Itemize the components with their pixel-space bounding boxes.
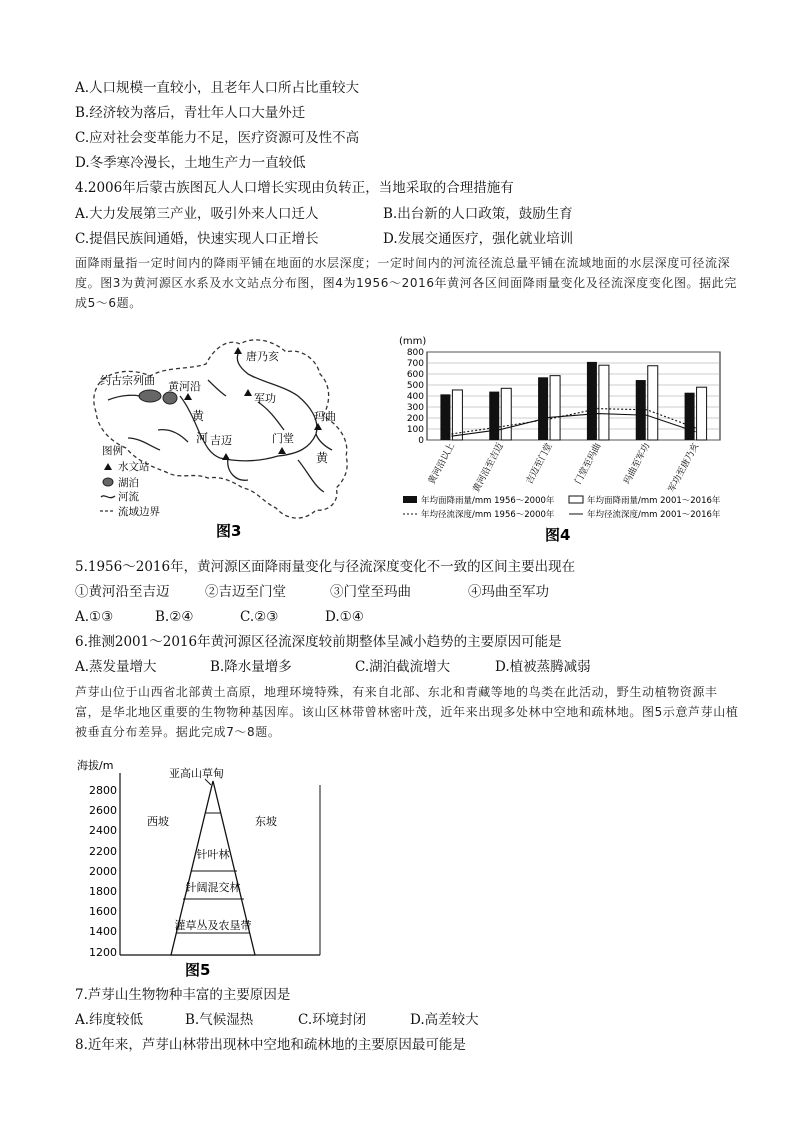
svg-text:2400: 2400 [89, 824, 117, 837]
q6-answer-d: D.植被蒸腾减弱 [495, 659, 591, 675]
passage-luyashan: 芦芽山位于山西省北部黄土高原，地理环境特殊，有来自北部、东北和青藏等地的鸟类在此活动，野生动植物资源丰富，是华北地区重要的生物物种基因库。该山区林带曾林密叶茂，近年来出现多处林中空地和疏林地。图5示意芦芽山植被垂直分布差异。据此完成7～8题。 [75, 685, 739, 739]
label-huang-2: 黄 [316, 451, 329, 465]
x-tick-label: 门堂至玛曲 [573, 441, 604, 487]
label-west-slope: 西坡 [147, 815, 169, 828]
bar-rain-1956-2000 [440, 394, 450, 440]
y-tick-label: 300 [406, 403, 424, 413]
bar-rain-2001-2016 [550, 376, 560, 440]
y-tick-label: 100 [406, 425, 424, 435]
bar-rain-2001-2016 [599, 365, 609, 440]
svg-text:水文站: 水文站 [118, 461, 150, 473]
svg-text:湖泊: 湖泊 [118, 477, 139, 489]
station-jungong [244, 389, 252, 396]
q4-stem: 4.2006年后蒙古族图瓦人人口增长实现由负转正，当地采取的合理措施有 [75, 180, 514, 196]
bar-rain-2001-2016 [501, 388, 511, 440]
q6-answer-a: A.蒸发量增大 [75, 659, 157, 675]
zone-coniferous: 针叶林 [196, 848, 230, 861]
label-jimai: 吉迈 [210, 434, 232, 447]
y-axis-unit: (mm) [399, 336, 427, 347]
svg-text:图例: 图例 [102, 445, 123, 457]
x-tick-label: 黄河沿以上 [427, 441, 458, 487]
legend-rain-early: 年均面降雨量/mm 1956～2000年 [421, 496, 555, 506]
legend-runoff-late: 年均径流深度/mm 2001～2016年 [587, 510, 721, 520]
map-legend [100, 444, 160, 518]
label-yueguzonglie: 约古宗列曲 [100, 374, 155, 387]
bar-rain-1956-2000 [538, 377, 548, 440]
label-tangnaihai: 唐乃亥 [246, 350, 279, 363]
y-tick-label: 800 [406, 348, 424, 358]
q6-stem: 6.推测2001～2016年黄河源区径流深度较前期整体呈减小趋势的主要原因可能是 [75, 634, 562, 650]
x-tick-label: 玛曲至军功 [622, 441, 653, 487]
q7-answer-d: D.高差较大 [410, 1012, 479, 1028]
line-runoff-2001-2016 [451, 414, 695, 437]
station-mentang [278, 447, 286, 454]
bar-rain-1956-2000 [587, 362, 597, 440]
lake-gyaring [139, 390, 161, 402]
station-maqu [314, 423, 322, 430]
x-tick-label: 吉迈至门堂 [524, 441, 555, 487]
q5-opt-2: ②吉迈至门堂 [205, 584, 286, 600]
zone-shrub: 灌草丛及农垦带 [174, 919, 252, 932]
svg-text:河流: 河流 [118, 491, 139, 503]
y-tick-label: 0 [418, 436, 424, 446]
q5-answer-c: C.②③ [240, 609, 279, 625]
figure-4-caption: 图4 [545, 526, 571, 544]
line-runoff-1956-2000 [451, 409, 695, 434]
q5-stem: 5.1956～2016年，黄河源区面降雨量变化与径流深度变化不一致的区间主要出现在 [75, 559, 576, 575]
svg-text:1800: 1800 [89, 885, 117, 898]
q6-answer-b: B.降水量增多 [210, 659, 292, 675]
q3-option-a: A.人口规模一直较小，且老年人口所占比重较大 [75, 80, 360, 96]
svg-text:2200: 2200 [89, 845, 117, 858]
bar-rain-2001-2016 [648, 366, 658, 440]
x-tick-label: 黄河沿至吉迈 [471, 441, 506, 495]
q6-answer-c: C.湖泊截流增大 [355, 659, 451, 675]
q3-option-b: B.经济较为落后，青壮年人口大量外迁 [75, 105, 306, 121]
y-axis-title: 海拔/m [77, 759, 114, 772]
q4-option-c: C.提倡民族间通婚，快速实现人口正增长 [75, 231, 319, 247]
y-tick-label: 600 [406, 370, 424, 380]
q7-answer-c: C.环境封闭 [298, 1012, 367, 1028]
figure-3-caption: 图3 [216, 522, 242, 540]
svg-text:1200: 1200 [89, 946, 117, 959]
q7-stem: 7.芦芽山生物物种丰富的主要原因是 [75, 987, 291, 1003]
label-he: 河 [196, 431, 209, 445]
label-mentang: 门堂 [272, 432, 294, 445]
q5-opt-4: ④玛曲至军功 [468, 584, 549, 600]
lake-ngoring [163, 392, 177, 404]
x-tick-label: 军功至唐乃亥 [667, 441, 702, 495]
q5-answer-b: B.②④ [155, 609, 194, 625]
q5-answer-d: D.①④ [325, 609, 364, 625]
label-maqu: 玛曲 [314, 410, 336, 423]
passage-precipitation: 面降雨量指一定时间内的降雨平铺在地面的水层深度；一定时间内的河流径流总量平铺在流域地面的水层深度可径流深度。图3为黄河源区水系及水文站点分布图，图4为1956～2016年黄河各区间面降雨量变化及径流深度变化图。据此完成5～6题。 [75, 256, 737, 310]
bar-rain-1956-2000 [685, 393, 695, 440]
q5-answer-a: A.①③ [75, 609, 114, 625]
y-tick-label: 200 [406, 414, 424, 424]
station-tangnaihai [234, 347, 242, 354]
station-huangheyan [184, 393, 192, 400]
figure-5-caption: 图5 [185, 961, 211, 979]
label-huangheyan: 黄河沿 [168, 380, 201, 393]
q7-answer-a: A.纬度较低 [75, 1012, 144, 1028]
svg-text:流域边界: 流域边界 [118, 506, 160, 518]
svg-text:1600: 1600 [89, 905, 117, 918]
q3-option-d: D.冬季寒冷漫长，土地生产力一直较低 [75, 155, 306, 171]
label-huang-1: 黄 [192, 409, 205, 423]
q3-option-c: C.应对社会变革能力不足，医疗资源可及性不高 [75, 130, 360, 146]
chart-legend [403, 495, 721, 520]
q5-opt-3: ③门堂至玛曲 [330, 584, 411, 600]
figure-3-map [88, 330, 368, 545]
svg-text:2000: 2000 [89, 865, 117, 878]
q4-option-a: A.大力发展第三产业，吸引外来人口迁人 [75, 206, 319, 222]
q4-option-d: D.发展交通医疗，强化就业培训 [383, 231, 574, 247]
bar-rain-2001-2016 [697, 387, 707, 440]
y-tick-label: 500 [406, 381, 424, 391]
svg-text:1400: 1400 [89, 925, 117, 938]
station-jimai [222, 453, 230, 460]
legend-rain-late: 年均面降雨量/mm 2001～2016年 [587, 496, 721, 506]
y-tick-label: 700 [406, 359, 424, 369]
zone-mixed: 针阔混交林 [185, 881, 241, 894]
label-east-slope: 东坡 [255, 815, 277, 828]
q5-opt-1: ①黄河沿至吉迈 [75, 584, 170, 600]
legend-runoff-early: 年均径流深度/mm 1956～2000年 [421, 510, 555, 520]
q4-option-b: B.出台新的人口政策，鼓励生育 [383, 206, 573, 222]
q7-answer-b: B.气候湿热 [185, 1012, 254, 1028]
y-tick-label: 400 [406, 392, 424, 402]
q8-stem: 8.近年来，芦芽山林带出现林中空地和疏林地的主要原因最可能是 [75, 1037, 466, 1053]
figure-4-chart [395, 330, 740, 545]
label-jungong: 军功 [254, 392, 276, 405]
label-subalpine-meadow: 亚高山草甸 [169, 767, 224, 780]
bar-rain-1956-2000 [489, 392, 499, 440]
svg-text:2600: 2600 [89, 804, 117, 817]
figure-5-vegetation [75, 755, 335, 980]
svg-text:2800: 2800 [89, 784, 117, 797]
